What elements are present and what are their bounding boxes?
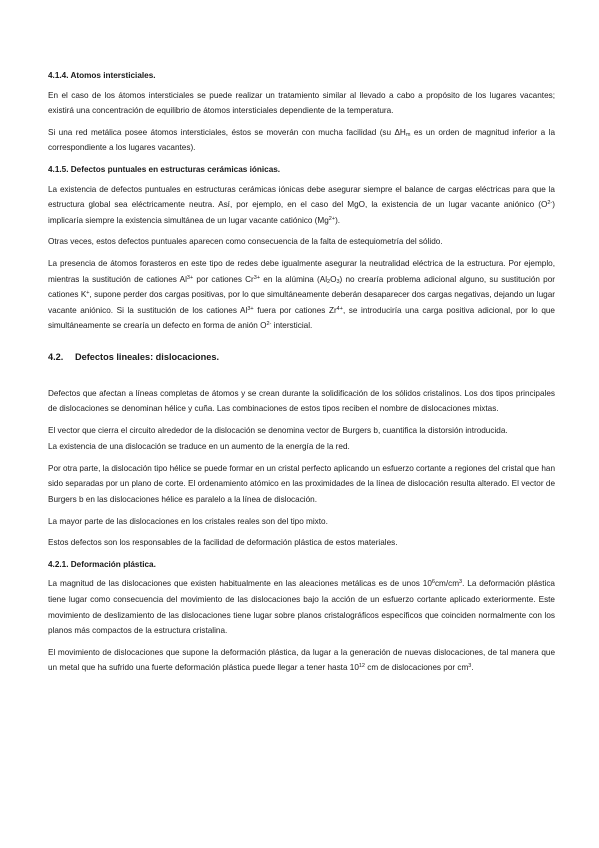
section-4-2-heading	[48, 350, 555, 366]
section-4-1-4-heading: 4.1.4. Atomos intersticiales.	[48, 71, 156, 80]
s414-paragraph-1: En el caso de los átomos intersticiales se puede realizar un tratamiento similar al llevado a cabo a propósito de los lugares vacantes; existirá una concentración de equilibrio de átomos intersticiales dependiente de la temperatura.	[48, 90, 555, 116]
s421-paragraph-2: El movimiento de dislocaciones que supone la deformación plástica, da lugar a la generación de nuevas dislocaciones, de tal manera que un metal que ha sufrido una fuerte deformación plástica puede llegar a tener hasta $10^{12}$ cm de dislocaciones por $cm^3$.	[48, 647, 555, 673]
document-body	[48, 68, 555, 682]
s42-paragraph-2: El vector que cierra el circuito alrededor de la dislocación se denomina vector de Burgers b, cuantifica la distorsión introducida.	[48, 425, 508, 435]
s42-paragraph-3: La existencia de una dislocación se traduce en un aumento de la energía de la red.	[48, 442, 350, 452]
section-4-2-1-heading: 4.2.1. Deformación plástica.	[48, 559, 156, 569]
section-number: 4.2.	[48, 351, 64, 362]
section-title: Defectos lineales: dislocaciones.	[75, 351, 219, 362]
s421-paragraph-1: La magnitud de las dislocaciones que existen habitualmente en las aleaciones metálicas es de unos $10^6cm/cm^3$. La deformación plástica tiene lugar como consecuencia del movimiento de las dislocaciones bajo la acción de un esfuerzo cortante aplicado exteriormente. Este movimiento de deslizamiento de las dislocaciones tiene lugar sobre planos cristalográficos específicos que coinciden normalmente con los planos más compactos de la estructura cristalina.	[48, 579, 555, 636]
s414-paragraph-2: Si una red metálica posee átomos intersticiales, éstos se moverán con mucha facilidad (su $\Delta H_m$ es un orden de magnitud inferior a la correspondiente a los lugares vacantes).	[48, 127, 555, 153]
s415-paragraph-3: La presencia de átomos forasteros en este tipo de redes debe igualmente asegurar la neutralidad eléctrica de la estructura. Por ejemplo, mientras la sustitución de cationes $Al^{3+}$ por cationes $Cr^{3+}$ en la alúmina $(Al_2O_3)$ no crearía problema adicional alguno, su sustitución por cationes K+, supone perder dos cargas positivas, por lo que simultáneamente deberán desaparecer dos cargas negativas, dejando un lugar vacante aniónico. Si la sustitución de los cationes $Al^{3+}$ fuera por cationes $Zr^{4+}$, se introduciría una carga positiva adicional, por lo que simultáneamente se crearía un defecto en forma de anión $O^{2-}$ intersticial.	[48, 258, 555, 331]
s42-paragraph-6: Estos defectos son los responsables de la facilidad de deformación plástica de estos materiales.	[48, 538, 398, 548]
section-4-1-5-heading: 4.1.5. Defectos puntuales en estructuras cerámicas iónicas.	[48, 164, 281, 174]
s42-paragraph-1: Defectos que afectan a líneas completas de átomos y se crean durante la solidificación de los sólidos cristalinos. Los dos tipos principales de dislocaciones se denominan hélice y cuña. Las combinaciones de estos tipos reciben el nombre de dislocaciones mixtas.	[48, 388, 555, 414]
s42-paragraph-5: La mayor parte de las dislocaciones en los cristales reales son del tipo mixto.	[48, 516, 328, 526]
s42-paragraph-4: Por otra parte, la dislocación tipo hélice se puede formar en un cristal perfecto aplicando un esfuerzo cortante a regiones del cristal que han sido separadas por un plano de corte. El ordenamiento atómico en las proximidades de la línea de dislocación resulta alterado. El vector de Burgers b en las dislocaciones hélice es paralelo a la línea de dislocación.	[48, 463, 555, 505]
s415-paragraph-1: La existencia de defectos puntuales en estructuras cerámicas iónicas debe asegurar siempre el balance de cargas eléctricas para que la estructura global sea eléctricamente neutra. Así, por ejemplo, en el caso del MgO, la existencia de un lugar vacante aniónico $(O^{2-})$ implicaría siempre la existencia simultánea de un lugar vacante catiónico $(Mg^{2+})$.	[48, 184, 555, 225]
s415-paragraph-2: Otras veces, estos defectos puntuales aparecen como consecuencia de la falta de estequiometría del sólido.	[48, 237, 443, 247]
